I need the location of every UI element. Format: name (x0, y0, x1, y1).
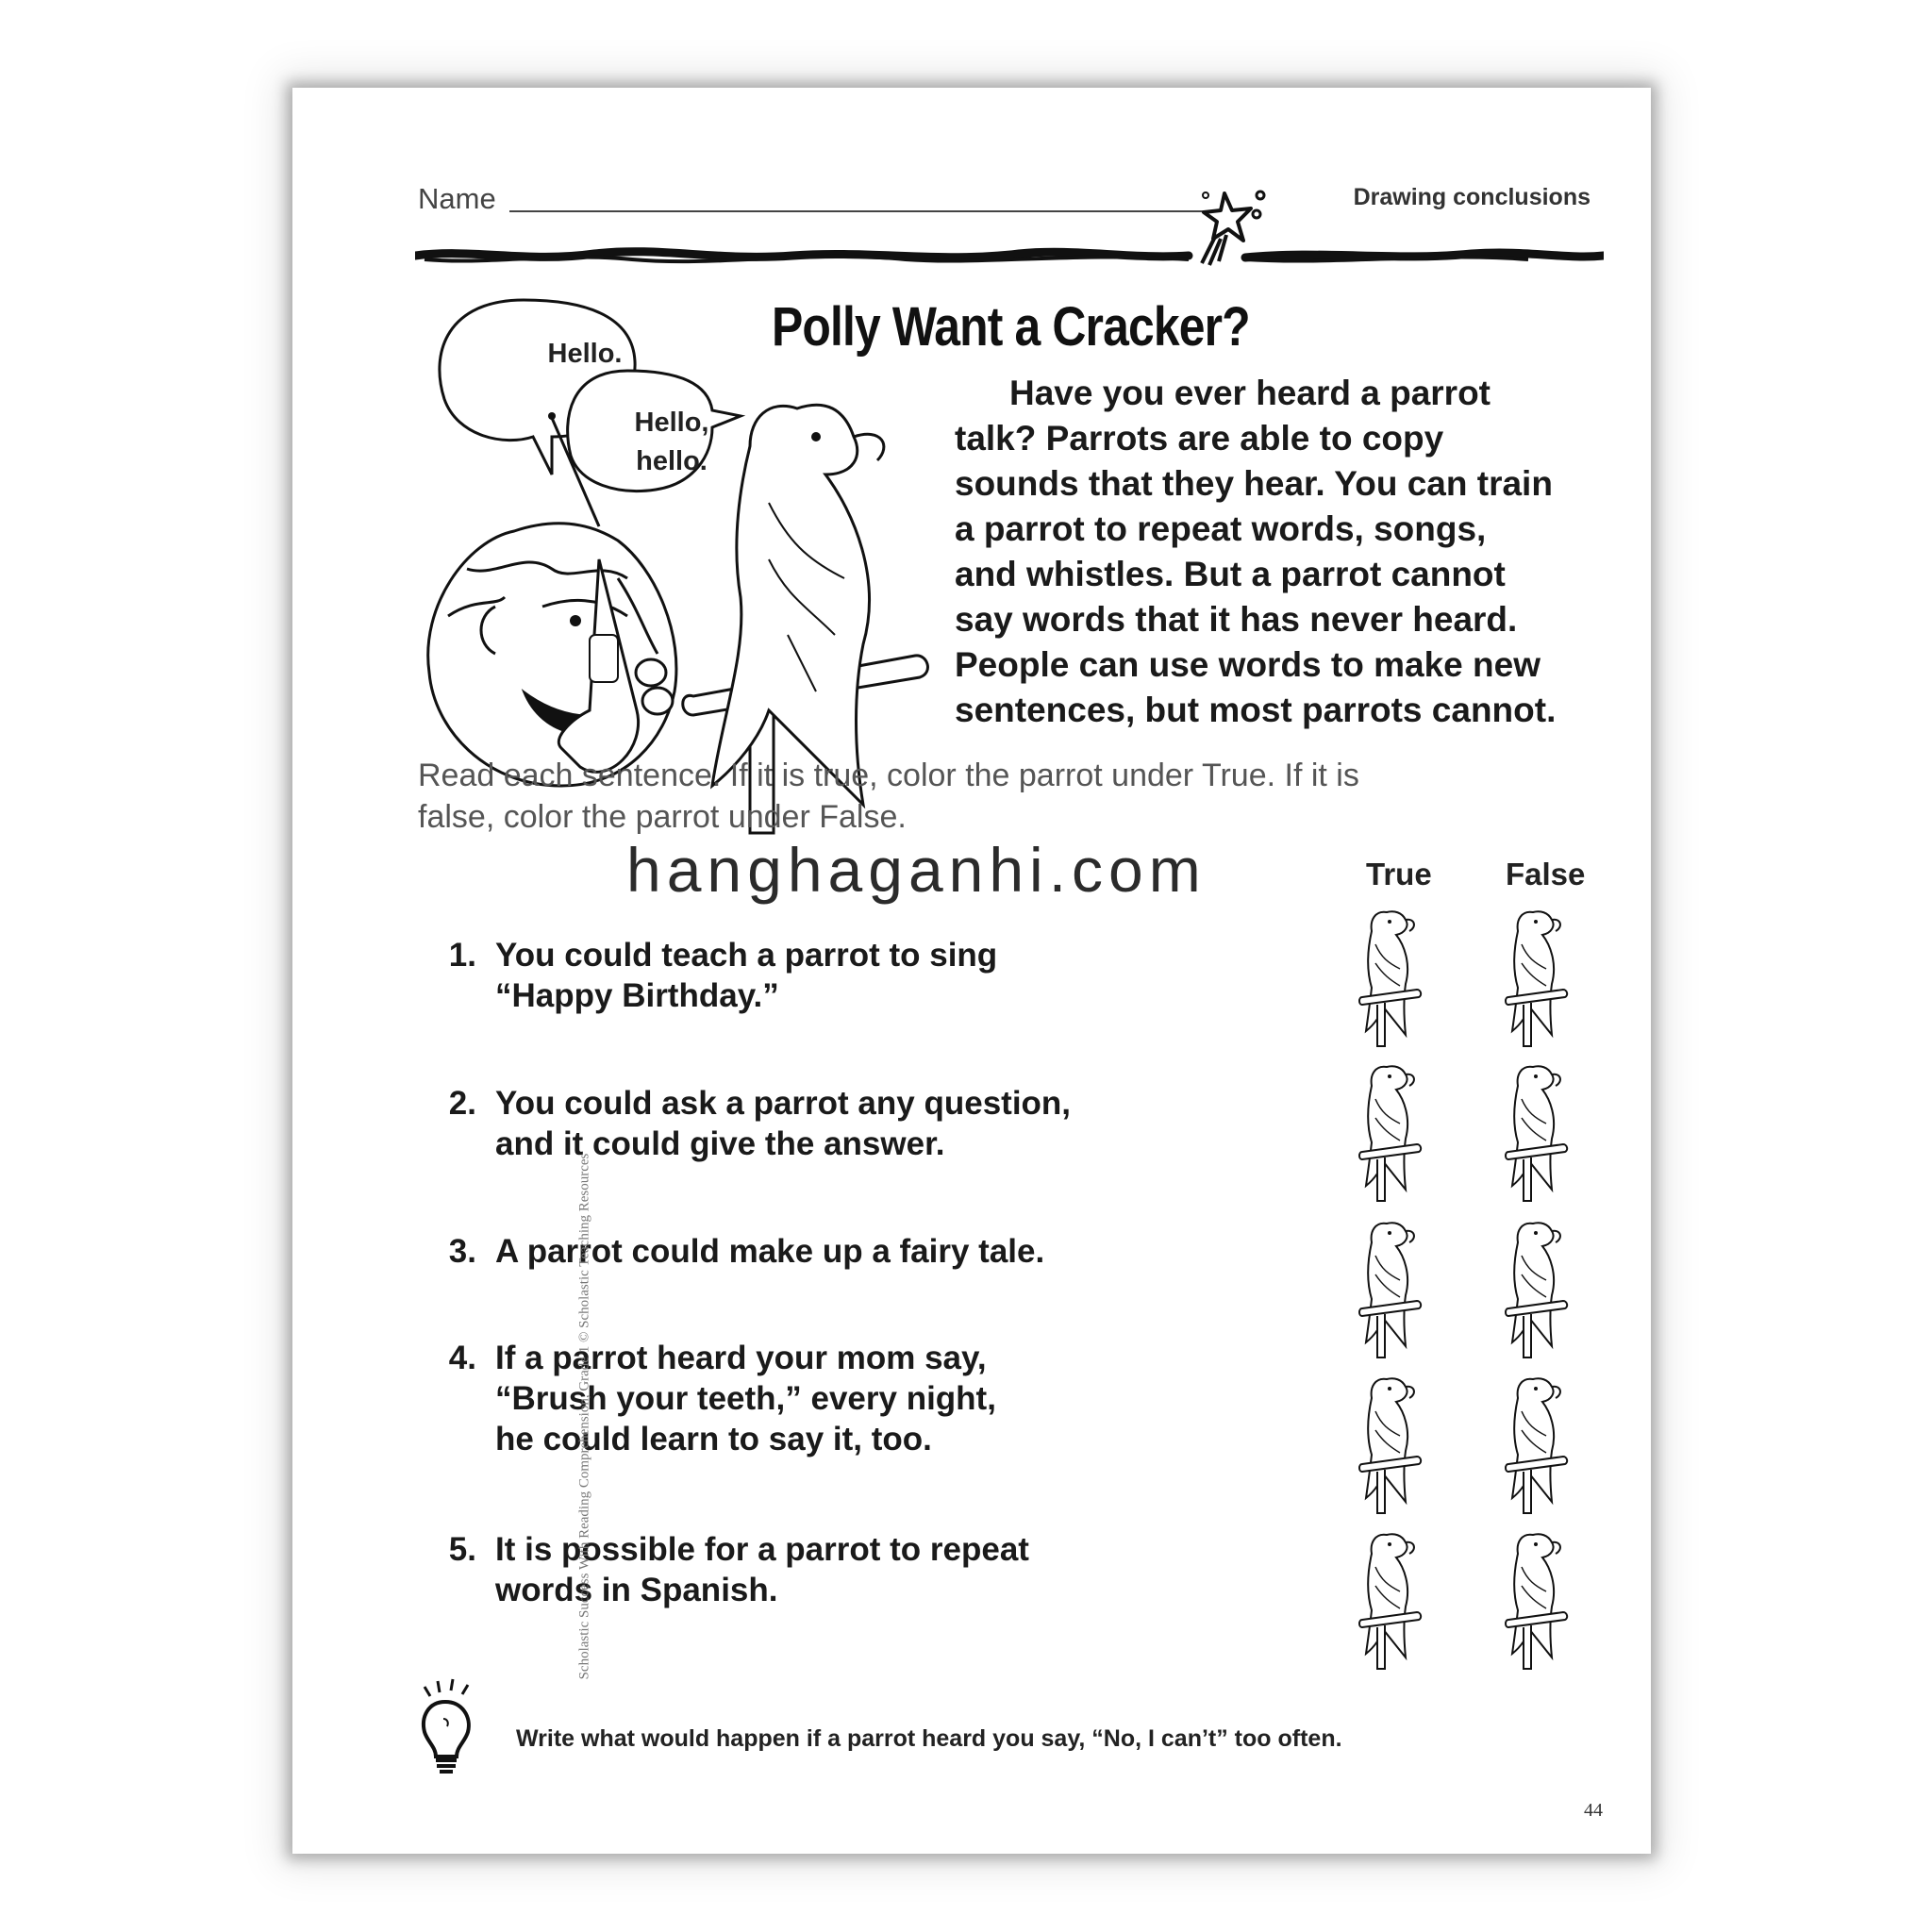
parrot-false-icon[interactable] (1505, 1374, 1571, 1515)
question-line: You could ask a parrot any question, (495, 1085, 1072, 1122)
parrot-true-icon[interactable] (1358, 907, 1424, 1048)
bonus-writing-prompt: Write what would happen if a parrot heard you say, “No, I can’t” too often. (516, 1725, 1342, 1752)
question-number: 3. (448, 1233, 476, 1270)
question-line: “Brush your teeth,” every night, (495, 1380, 996, 1417)
passage-line: sounds that they hear. You can train (955, 464, 1553, 503)
question-item (439, 935, 1099, 1020)
lightbulb-icon (415, 1677, 481, 1781)
parrot-false-icon[interactable] (1505, 1061, 1571, 1203)
page-title: Polly Want a Cracker? (772, 296, 1250, 358)
speech-bubble-hello-hello-line1: Hello, (634, 408, 709, 438)
reading-passage (955, 371, 1615, 733)
worksheet-page (292, 88, 1651, 1854)
copyright-credit: Scholastic Success With Reading Comprehension, Grade 1 © Scholastic Teaching Resources (576, 1153, 592, 1680)
parrot-false-icon[interactable] (1505, 1529, 1571, 1671)
instructions-line: Read each sentence. If it is true, color the parrot under True. If it is (418, 758, 1359, 793)
speech-bubble-hello: Hello. (547, 339, 623, 369)
question-line: You could teach a parrot to sing (495, 937, 998, 974)
false-column-header: False (1506, 857, 1586, 891)
name-label: Name (418, 182, 496, 215)
question-number: 5. (448, 1531, 476, 1568)
passage-line: and whistles. But a parrot cannot (955, 555, 1506, 593)
question-line: It is possible for a parrot to repeat (495, 1531, 1029, 1568)
question-line: A parrot could make up a fairy tale. (495, 1233, 1045, 1270)
name-line[interactable] (509, 210, 1206, 212)
passage-line: say words that it has never heard. (955, 600, 1518, 639)
question-number: 4. (448, 1340, 476, 1376)
instructions-line: false, color the parrot under False. (418, 799, 907, 835)
parrot-false-icon[interactable] (1505, 907, 1571, 1048)
instructions (418, 755, 1531, 838)
question-line: “Happy Birthday.” (495, 977, 779, 1014)
question-line: If a parrot heard your mom say, (495, 1340, 987, 1376)
parrot-true-icon[interactable] (1358, 1529, 1424, 1671)
parrot-false-icon[interactable] (1505, 1218, 1571, 1359)
question-item (439, 1338, 1118, 1460)
question-line: words in Spanish. (495, 1572, 778, 1608)
parrot-true-icon[interactable] (1358, 1374, 1424, 1515)
question-item (439, 1231, 1118, 1278)
passage-line: sentences, but most parrots cannot. (955, 691, 1557, 729)
true-column-header: True (1366, 857, 1432, 891)
question-line: and it could give the answer. (495, 1125, 945, 1162)
watermark: hanghaganhi.com (626, 835, 1207, 905)
question-item (439, 1083, 1118, 1168)
parrot-true-icon[interactable] (1358, 1061, 1424, 1203)
question-line: he could learn to say it, too. (495, 1421, 932, 1457)
passage-line: People can use words to make new (955, 645, 1541, 684)
topic-label: Drawing conclusions (1353, 184, 1591, 210)
parrot-true-icon[interactable] (1358, 1218, 1424, 1359)
question-number: 1. (448, 937, 476, 974)
question-item (439, 1529, 1118, 1614)
page-number: 44 (1584, 1800, 1603, 1821)
speech-bubble-hello-hello-line2: hello. (636, 446, 708, 476)
header-divider (415, 244, 1604, 269)
passage-line: talk? Parrots are able to copy (955, 419, 1444, 458)
passage-line: a parrot to repeat words, songs, (955, 509, 1487, 548)
question-number: 2. (448, 1085, 476, 1122)
passage-line: Have you ever heard a parrot (1009, 374, 1491, 412)
